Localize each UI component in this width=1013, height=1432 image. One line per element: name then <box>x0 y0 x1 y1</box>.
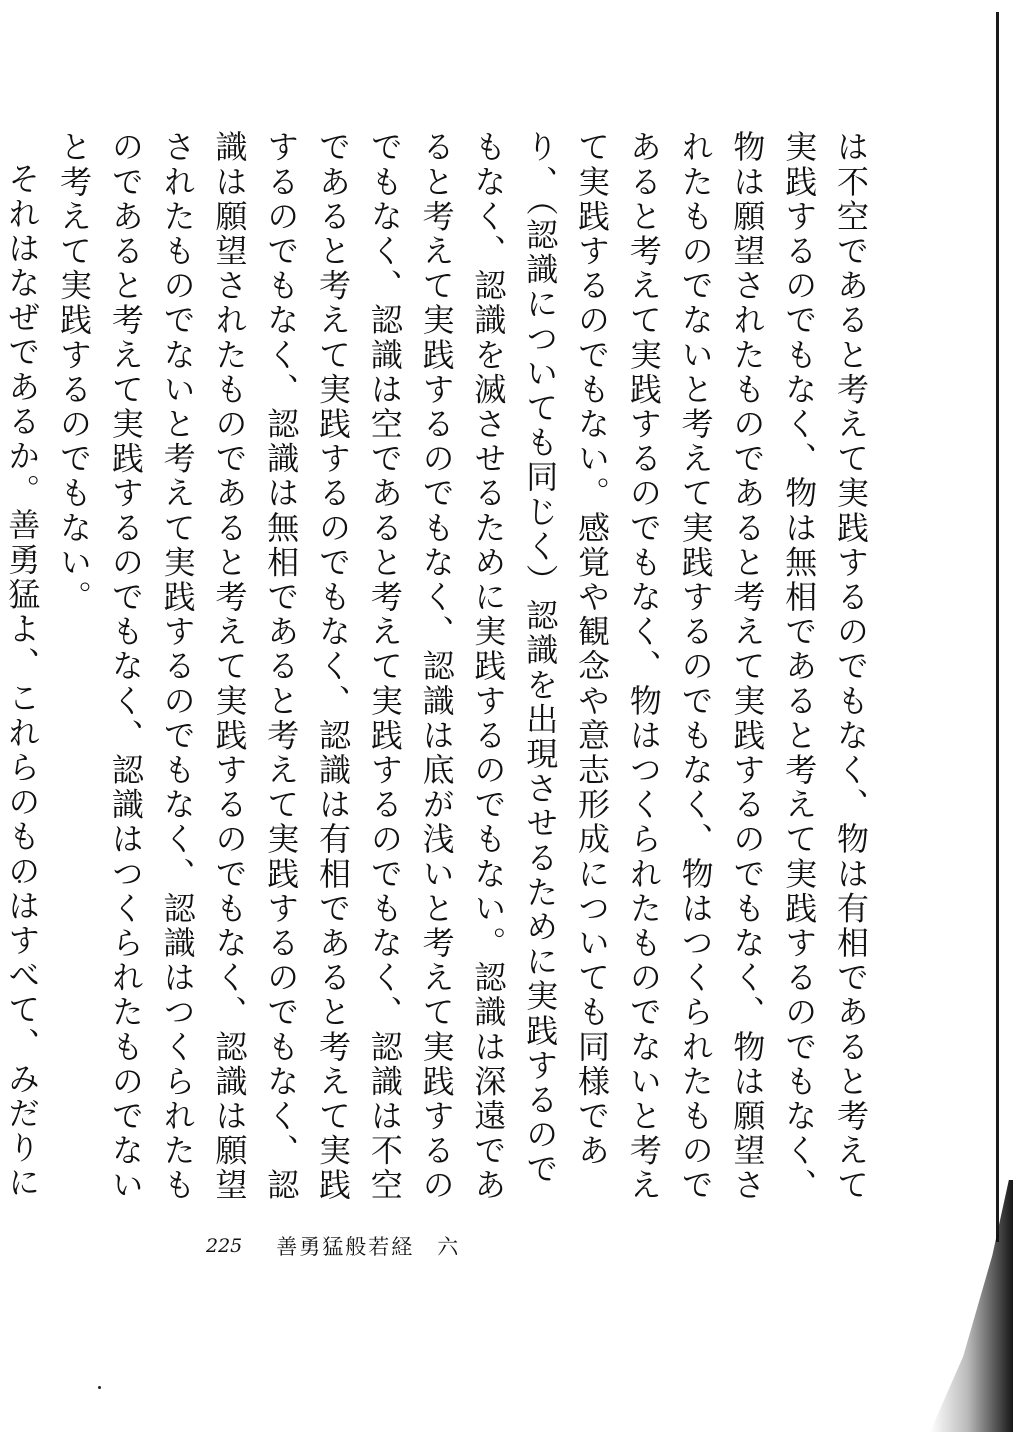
paragraph: それはなぜであるか。善勇猛よ、これらのものはすべて、みだりに <box>3 162 42 1200</box>
page-number: 225 <box>206 1235 243 1257</box>
running-head: 善勇猛般若経 六 <box>276 1235 461 1259</box>
page-footer <box>206 1226 460 1266</box>
scan-speck <box>98 1386 101 1389</box>
binding-edge-line <box>996 12 999 1242</box>
body-text <box>3 130 876 1220</box>
scanner-shadow <box>930 1180 1013 1432</box>
paragraph: は不空であると考えて実践するのでもなく、物は有相であると考えて実践するのでもなく、物は無相であると考えて実践するのでもなく、物は願望されたものであると考えて実践するのでもなく、物は願望されたものでないと考えて実践するのでもなく、物はつくられたものであると考えて実践するのでもなく、物はつくられたものでないと考えて実践するのでもない。感覚や観念や意志形成についても同様であり、（認識についても同じく）認識を出現させるために実践するのでもなく、認識を滅させるために実践するのでもない。認識は深遠であると考えて実践するのでもなく、認識は底が浅いと考えて実践するのでもなく、認識は空であると考えて実践するのでもなく、認識は不空であると考えて実践するのでもなく、認識は有相であると考えて実践するのでもなく、認識は無相であると考えて実践するのでもなく、認識は願望されたものであると考えて実践するのでもなく、認識は願望されたものでないと考えて実践するのでもなく、認識はつくられたものであると考えて実践するのでもなく、認識はつくられたものでないと考えて実践するのでもない。 <box>55 130 870 1203</box>
